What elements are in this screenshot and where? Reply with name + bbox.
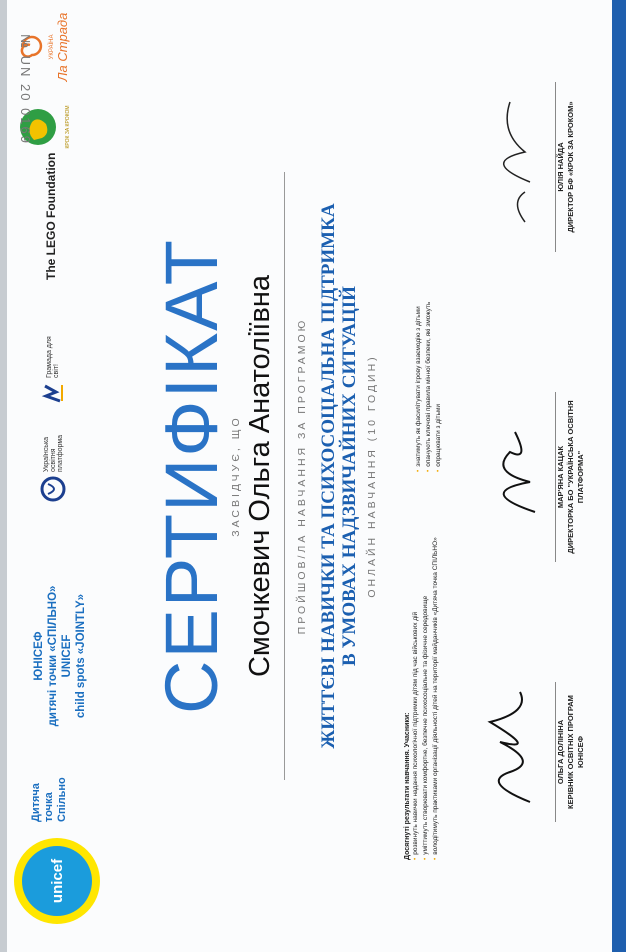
granny-logo [28, 324, 78, 404]
krok-logo-text: КРОК ЗА КРОКОМ [65, 105, 71, 149]
spilno-logo [30, 752, 69, 822]
certifies-label: ЗАСВІДЧУЄ, ЩО [230, 415, 242, 537]
result-item: • розвинуть навички надання психологічної підтримки дітям під час військових дій [411, 480, 421, 860]
spilno-name-line: child spots «JOINTLY» [75, 593, 87, 719]
name-underline [284, 172, 285, 780]
handwritten-signature-icon [470, 82, 550, 252]
spilno-name [32, 576, 88, 736]
signature-block-2 [470, 392, 586, 562]
results-title: Досягнуті результати навчання. Учасники: [404, 712, 411, 860]
signer-role: ДИРЕКТОР БФ «КРОК ЗА КРОКОМ» [566, 101, 575, 233]
result-item: • уміттимуть створювати комфортне, безпечне психосоціальне та фізичне середовище [421, 480, 431, 860]
result-item: • знатимуть як фасилітувати ігрову взаємодію з дітьми [414, 242, 424, 472]
unicef-logo [22, 846, 92, 916]
signer-name: МАР'ЯНА КАЦАК [556, 445, 565, 509]
passed-label: ПРОЙШОВ/ЛА НАВЧАННЯ ЗА ПРОГРАМОЮ [296, 317, 308, 635]
recipient-name: Смочкевич Ольга Анатоліївна [244, 274, 276, 678]
spilno-name-line: дитячі точки «СПІЛЬНО» [47, 585, 59, 727]
results-left [404, 480, 441, 860]
signer-role: КЕРІВНИК ОСВІТНІХ ПРОГРАМ ЮНІСЕФ [566, 695, 585, 809]
lastrada-name: Ла Страда [55, 12, 70, 82]
training-format: ОНЛАЙН НАВЧАННЯ (10 ГОДИН) [366, 354, 378, 598]
result-item: • володітимуть практиками організації діяльності дітей на території майданчиків «Дитяча точка СПІЛЬНО» [431, 480, 441, 860]
lego-foundation-logo: The LEGO Foundation [44, 152, 58, 280]
granny-logo-text: Грамада для світ! [46, 336, 60, 378]
certificate-number: № UN 20 0169 [18, 34, 33, 145]
blue-right-edge [612, 0, 626, 952]
signature-block-1 [470, 682, 586, 822]
spilno-logo-text: Дитяча точка Спільно [30, 777, 68, 822]
signature-block-3 [470, 82, 576, 252]
certificate-title: СЕРТИФІКАТ [150, 238, 233, 714]
granny-mark-icon [42, 382, 64, 404]
unicef-logo-text: unicef [48, 858, 66, 904]
signer-name: ОЛЬГА ДОЛІНІНА [556, 719, 565, 785]
signer-role: ДИРЕКТОРКА БО "УКРАЇНСЬКА ОСВІТНЯ ПЛАТФОРМА" [566, 400, 585, 554]
uop-logo-text: Українська освітня платформа [42, 434, 64, 472]
handwritten-signature-icon [470, 682, 550, 822]
uop-mark-icon [40, 476, 66, 502]
program-title-line: ЖИТТЄВІ НАВИЧКИ ТА ПСИХОСОЦІАЛЬНА ПІДТРИМКА [318, 203, 339, 749]
signer-name: ЮЛІЯ НАЙДА [556, 142, 565, 192]
handwritten-signature-icon [470, 392, 550, 562]
result-item: • опрацювати з дітьми [434, 242, 444, 472]
result-item: • опанують ключові правила мінної безпеки, які зможуть [424, 242, 434, 472]
lastrada-country: УКРАЇНА [49, 34, 55, 60]
spilno-name-line: ЮНІСЕФ [33, 631, 45, 681]
results-right [414, 242, 444, 472]
uop-logo [28, 412, 78, 502]
program-title-line: В УМОВАХ НАДЗВИЧАЙНИХ СИТУАЦІЙ [339, 286, 360, 666]
program-title [318, 160, 360, 792]
spilno-name-line: UNICEF [61, 634, 73, 678]
